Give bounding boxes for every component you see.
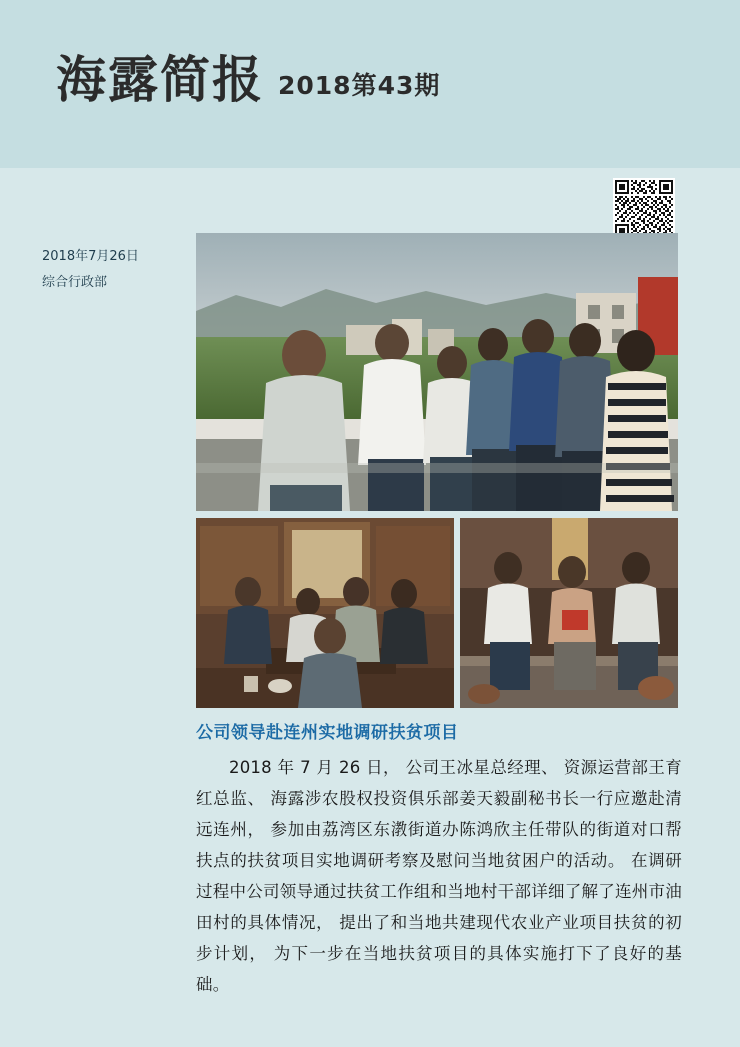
article-body: 2018 年 7 月 26 日， 公司王冰星总经理、 资源运营部王育红总监、 海露涉农股权投资俱乐部姜天毅副秘书长一行应邀赴清远连州， 参加由荔湾区东漖街道办陈鸿欣主任带队的街道对口帮扶点的扶贫项目实地调研考察及慰问当地贫困户的活动。 在调研过程中公司领导通过扶贫工作组和当地村干部详细了解了连州市油田村的具体情况， 提出了和当地共建现代农业产业项目扶贫的初步计划， 为下一步在当地扶贫项目的具体实施打下了良好的基础。 [196,758,682,994]
qr-code-icon[interactable] [613,178,675,240]
article-title: 公司领导赴连州实地调研扶贫项目 [196,723,459,743]
photo-right-svg [460,518,678,708]
masthead [56,51,441,109]
issue-date: 2018年7月26日 [42,249,139,264]
masthead-title: 海露简报 [56,51,264,109]
photo-household-visit [460,518,678,708]
qr-code-svg [615,180,673,238]
photo-main-svg [196,233,678,511]
photo-indoor-meeting [196,518,454,708]
photo-main-group-visit [196,233,678,511]
masthead-issue: 2018第43期 [278,71,441,100]
issue-meta [42,244,192,296]
issue-department: 综合行政部 [42,275,108,290]
photo-left-svg [196,518,454,708]
